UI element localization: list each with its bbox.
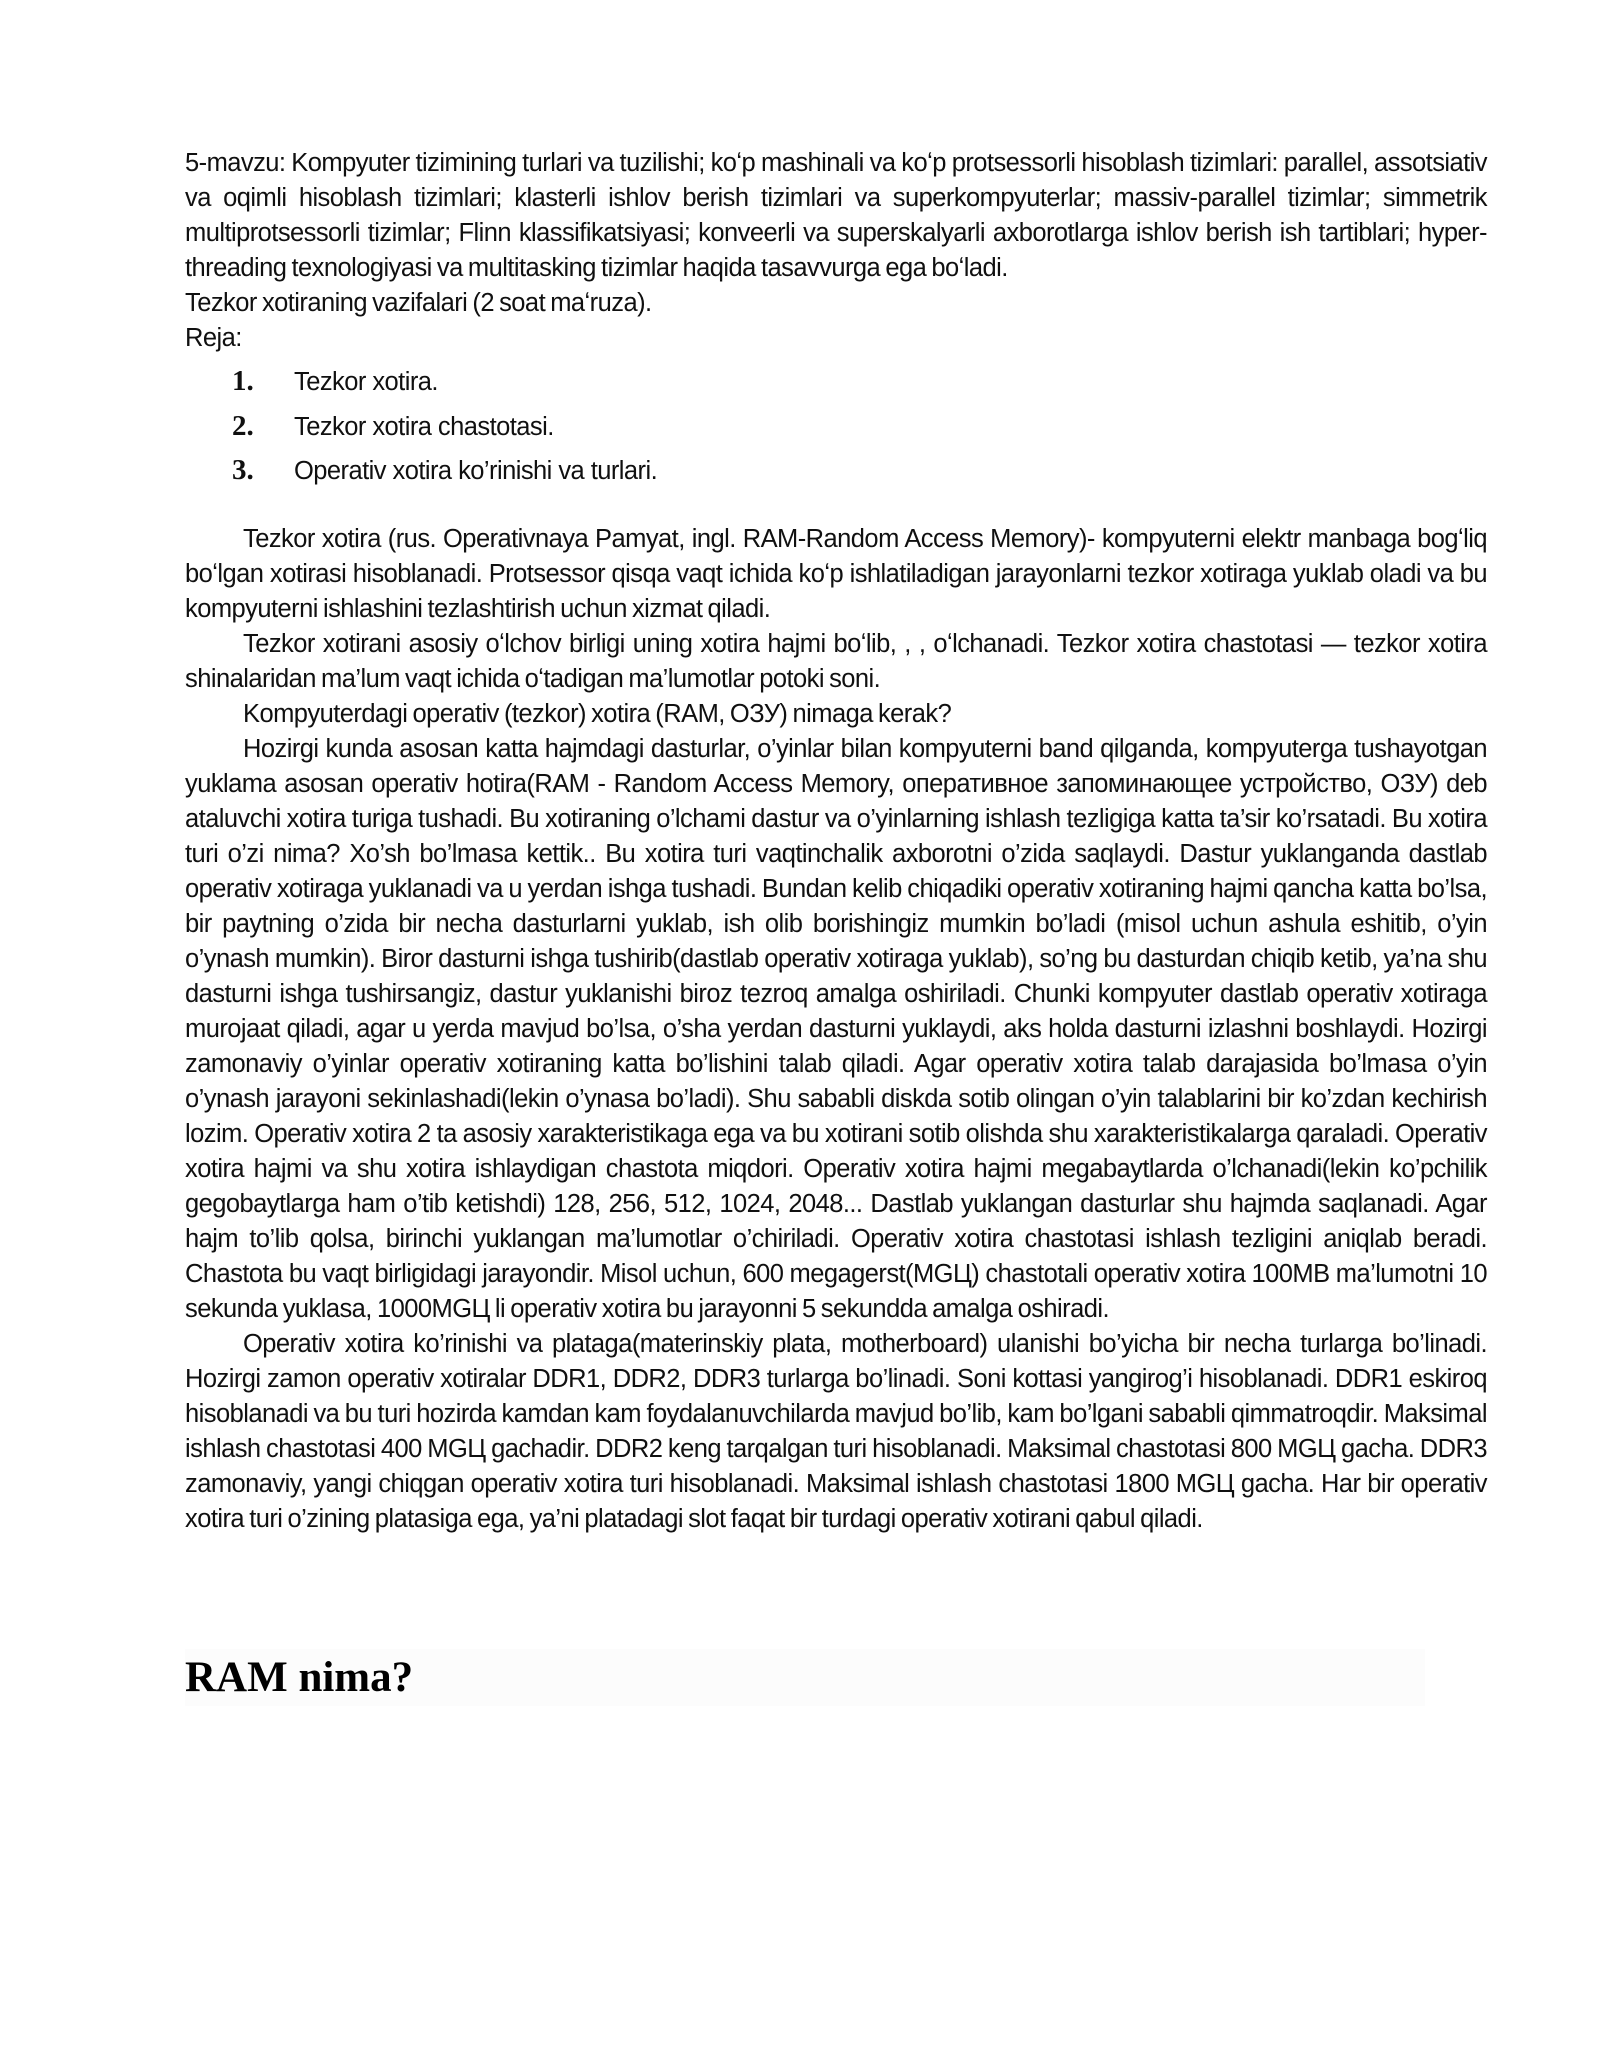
paragraph-subtitle: Tezkor xotiraning vazifalari (2 soat maʻruza).: [185, 289, 652, 317]
paragraph-intro: 5-mavzu: Kompyuter tizimining turlari va tuzilishi; koʻp mashinali va koʻp protsessorli hisoblash tizimlari: parallel, assotsiativ va oqimli hisoblash tizimlari; klasterli ishlov berish tizimlari va superkompyuterlar; massiv-parallel tizimlar; simmetrik multiprotsessorli tizimlar; Flinn klassifikatsiyasi; konveerli va superskalyarli axborotlarga ishlov berish ish tartiblari; hyper-threading texnologiyasi va multitasking tizimlar haqida tasavvurga ega boʻladi.: [185, 149, 1487, 282]
paragraph-body: Tezkor xotirani asosiy oʻlchov birligi uning xotira hajmi boʻlib, , , oʻlchanadi. Tezkor xotira chastotasi — tezkor xotira shinalaridan ma’lum vaqt ichida oʻtadigan ma’lumotlar potoki soni.: [185, 629, 1487, 693]
list-item-text: Tezkor xotira.: [294, 368, 438, 396]
list-item: [185, 360, 1487, 405]
paragraph-body: Operativ xotira ko’rinishi va plataga(materinskiy plata, motherboard) ulanishi bo’yicha bir necha turlarga bo’linadi. Hozirgi zamon operativ xotiralar DDR1, DDR2, DDR3 turlarga bo’linadi. Soni kottasi yangirog’i hisoblanadi. DDR1 eskiroq hisoblanadi va bu turi hozirda kamdan kam foydalanuvchilarda mavjud bo’lib, kam bo’lgani sababli qimmatroqdir. Maksimal ishlash chastotasi 400 MGЦ gachadir. DDR2 keng tarqalgan turi hisoblanadi. Maksimal chastotasi 800 MGЦ gacha. DDR3 zamonaviy, yangi chiqgan operativ xotira turi hisoblanadi. Maksimal ishlash chastotasi 1800 MGЦ gacha. Har bir operativ xotira turi o’zining platasiga ega, ya’ni platadagi slot faqat bir turdagi operativ xotirani qabul qiladi.: [185, 1329, 1487, 1533]
page-heading: RAM nima?: [185, 1649, 1425, 1706]
list-number: 3.: [232, 454, 254, 486]
paragraph-body: Kompyuterdagi operativ (tezkor) xotira (RAM, ОЗУ) nimaga kerak?: [243, 699, 952, 728]
list-number: 2.: [232, 409, 254, 442]
list-item: [185, 405, 1487, 450]
plan-list: [185, 360, 1487, 494]
plan-label: Reja:: [185, 324, 242, 352]
list-item: [185, 449, 1487, 494]
paragraph-body: Tezkor xotira (rus. Operativnaya Pamyat, ingl. RAM-Random Access Memory)- kompyuterni elektr manbaga bogʻliq boʻlgan xotirasi hisoblanadi. Protsessor qisqa vaqt ichida koʻp ishlatiladigan jarayonlarni tezkor xotiraga yuklab oladi va bu kompyuterni ishlashini tezlashtirish uchun xizmat qiladi.: [185, 524, 1487, 623]
list-number: 1.: [232, 365, 254, 397]
list-item-text: Tezkor xotira chastotasi.: [294, 412, 554, 441]
list-item-text: Operativ xotira ko’rinishi va turlari.: [294, 457, 658, 485]
paragraph-body: Hozirgi kunda asosan katta hajmdagi dasturlar, o’yinlar bilan kompyuterni band qilganda, kompyuterga tushayotgan yuklama asosan operativ hotira(RAM - Random Access Memory, оперативное запоминающее устройство, ОЗУ) deb ataluvchi xotira turiga tushadi. Bu xotiraning o’lchami dastur va o’yinlarning ishlash tezligiga katta ta’sir ko’rsatadi. Bu xotira turi o’zi nima? Xo’sh bo’lmasa kettik.. Bu xotira turi vaqtinchalik axborotni o’zida saqlaydi. Dastur yuklanganda dastlab operativ xotiraga yuklanadi va u yerdan ishga tushadi. Bundan kelib chiqadiki operativ xotiraning hajmi qancha katta bo’lsa, bir paytning o’zida bir necha dasturlarni yuklab, ish olib borishingiz mumkin bo’ladi (misol uchun ashula eshitib, o’yin o’ynash mumkin). Biror dasturni ishga tushirib(dastlab operativ xotiraga yuklab), so’ng bu dasturdan chiqib ketib, ya’na shu dasturni ishga tushirsangiz, dastur yuklanishi biroz tezroq amalga oshiriladi. Chunki kompyuter dastlab operativ xotiraga murojaat qiladi, agar u yerda mavjud bo’lsa, o’sha yerdan dasturni yuklaydi, aks holda dasturni izlashni boshlaydi. Hozirgi zamonaviy o’yinlar operativ xotiraning katta bo’lishini talab qiladi. Agar operativ xotira talab darajasida bo’lmasa o’yin o’ynash jarayoni sekinlashadi(lekin o’ynasa bo’ladi). Shu sababli diskda sotib olingan o’yin talablarini bir ko’zdan kechirish lozim. Operativ xotira 2 ta asosiy xarakteristikaga ega va bu xotirani sotib olishda shu xarakteristikalarga qaraladi. Operativ xotira hajmi va shu xotira ishlaydigan chastota miqdori. Operativ xotira hajmi megabaytlarda o’lchanadi(lekin ko’pchilik gegobaytlarga ham o’tib ketishdi) 128, 256, 512, 1024, 2048... Dastlab yuklangan dasturlar shu hajmda saqlanadi. Agar hajm to’lib qolsa, birinchi yuklangan ma’lumotlar o’chiriladi. Operativ xotira chastotasi ishlash tezligini aniqlab beradi. Chastota bu vaqt birligidagi jarayondir. Misol uchun, 600 megagerst(MGЦ) chastotali operativ xotira 100MB ma’lumotni 10 sekunda yuklasa, 1000MGЦ li operativ xotira bu jarayonni 5 sekundda amalga oshiradi.: [185, 734, 1487, 1323]
